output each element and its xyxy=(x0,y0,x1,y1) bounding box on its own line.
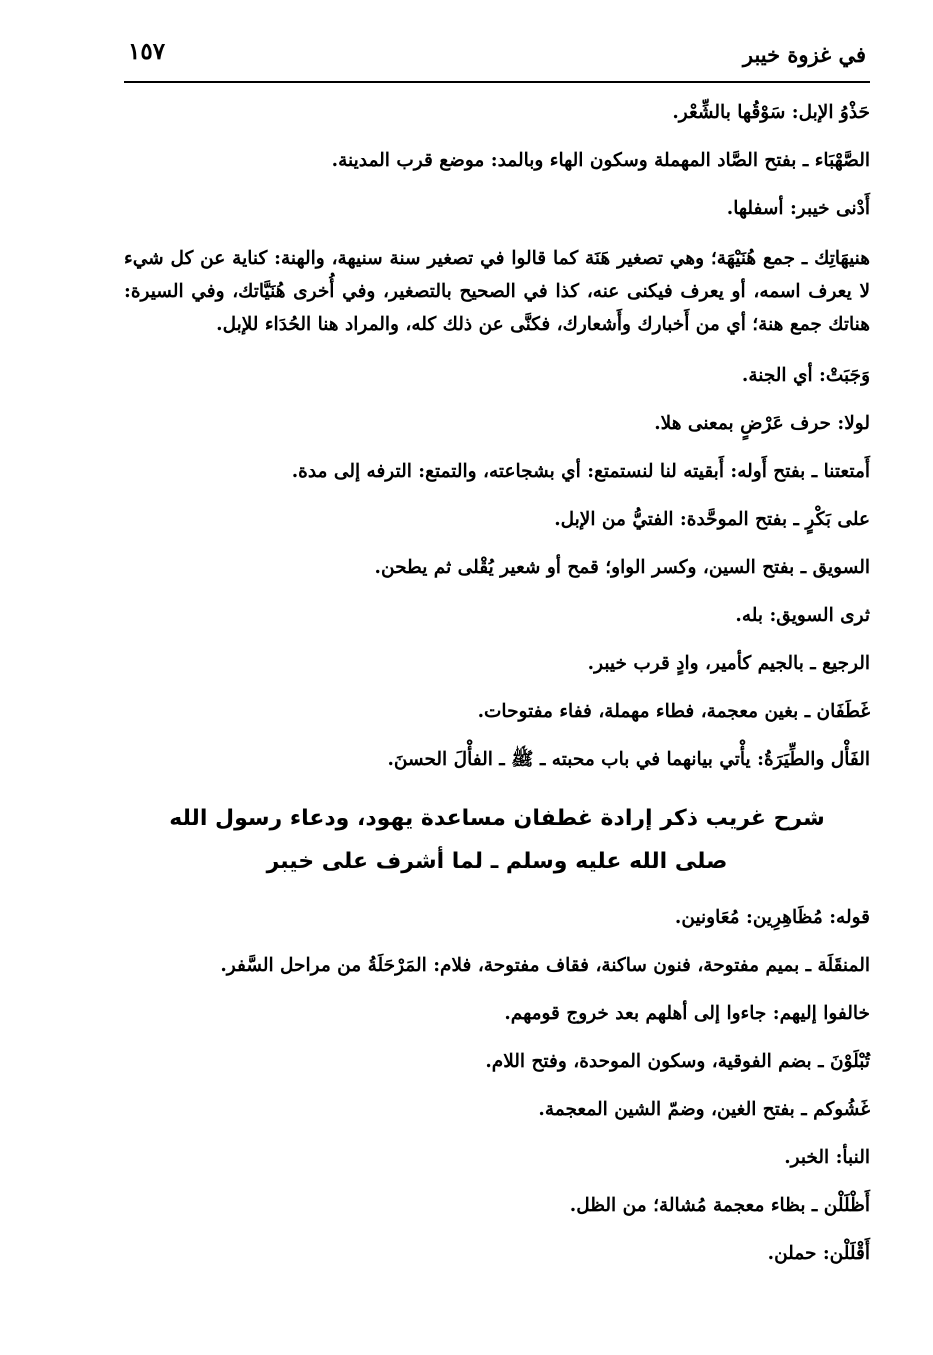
gloss-entry: تُبْلَوْنَ ـ بضم الفوقية، وسكون الموحدة، وفتح اللام. xyxy=(485,1051,870,1072)
gloss-entry: قوله: مُظَاهِرِين: مُعَاونين. xyxy=(674,907,870,928)
gloss-entry: أَقْلَلْن: حملن. xyxy=(767,1243,870,1264)
gloss-entry: الرجيع ـ بالجيم كأمير، وادٍ قرب خيبر. xyxy=(587,653,870,674)
gloss-entry: أَمتعتنا ـ بفتح أَوله: أَبقيته لنا لنستمتع: أي بشجاعته، والتمتع: الترفه إلى مدة. xyxy=(291,461,870,482)
gloss-entry: الصَّهْبَاء ـ بفتح الصَّاد المهملة وسكون الهاء وبالمد: موضع قرب المدينة. xyxy=(331,150,870,171)
running-title: في غزوة خيبر xyxy=(742,42,866,67)
gloss-entry: النبأ: الخبر. xyxy=(784,1147,870,1168)
gloss-entry: أَظْلَلْن ـ بظاء معجمة مُشالة؛ من الظل. xyxy=(569,1195,870,1216)
gloss-entry: خالفوا إليهم: جاءوا إلى أهلهم بعد خروج قومهم. xyxy=(504,1003,870,1024)
gloss-entry: غَطَفَان ـ بغين معجمة، فطاء مهملة، ففاء مفتوحات. xyxy=(477,701,870,722)
gloss-entry: أَدْنى خيبر: أسفلها. xyxy=(726,198,870,219)
section-heading xyxy=(124,797,870,883)
gloss-entry: هنيهَاتِك ـ جمع هُنَيْهَة؛ وهي تصغير هَنَة كما قالوا في تصغير سنة سنيهة، والهنة: كناية عن كل شيء لا يعرف اسمه، أو يعرف فيكنى عنه، كذا في الصحيح بالتصغير، وفي أُخرى هُنَيَّاتك، وفي السيرة: هناتك جمع هنة؛ أي من أَخبارك وأَشعارك، فكنَّى عن ذلك كله، والمراد هنا الحُدَاء للإبل. xyxy=(124,248,870,335)
header-divider xyxy=(124,81,870,83)
gloss-entry: الفَأْل والطِّيَرَةُ: يأْتي بيانهما في باب محبته ـ ﷺ ـ الفأْلَ الحسنَ. xyxy=(387,749,870,770)
gloss-entry: المنقَلَة ـ بميم مفتوحة، فنون ساكنة، فقاف مفتوحة، فلام: المَرْحَلَةُ من مراحل السَّفر. xyxy=(220,955,870,976)
section-heading-line: صلى الله عليه وسلم ـ لما أشرف على خيبر xyxy=(266,849,728,874)
gloss-entry: حَذْوُ الإبل: سَوْقُها بالشِّعْر. xyxy=(672,102,870,123)
gloss-entry: لولا: حرف عَرْضٍ بمعنى هلا. xyxy=(654,413,870,434)
page-header xyxy=(124,30,870,82)
gloss-entry: على بَكْرٍ ـ بفتح الموحَّدة: الفتيُّ من الإبل. xyxy=(554,509,870,530)
gloss-entry: السويق ـ بفتح السين، وكسر الواو؛ قمح أو شعير يُقْلى ثم يطحن. xyxy=(374,557,870,578)
page-body xyxy=(124,98,870,1287)
gloss-entry: ثرى السويق: بله. xyxy=(735,605,870,626)
gloss-entry: وَجَبَتْ: أي الجنة. xyxy=(741,365,870,386)
section-heading-line: شرح غريب ذكر إرادة غطفان مساعدة يهود، ودعاء رسول الله xyxy=(169,806,825,831)
page-number: ١٥٧ xyxy=(128,38,166,65)
gloss-entry: غَشُوكم ـ بفتح الغين، وضمّ الشين المعجمة. xyxy=(538,1099,870,1120)
